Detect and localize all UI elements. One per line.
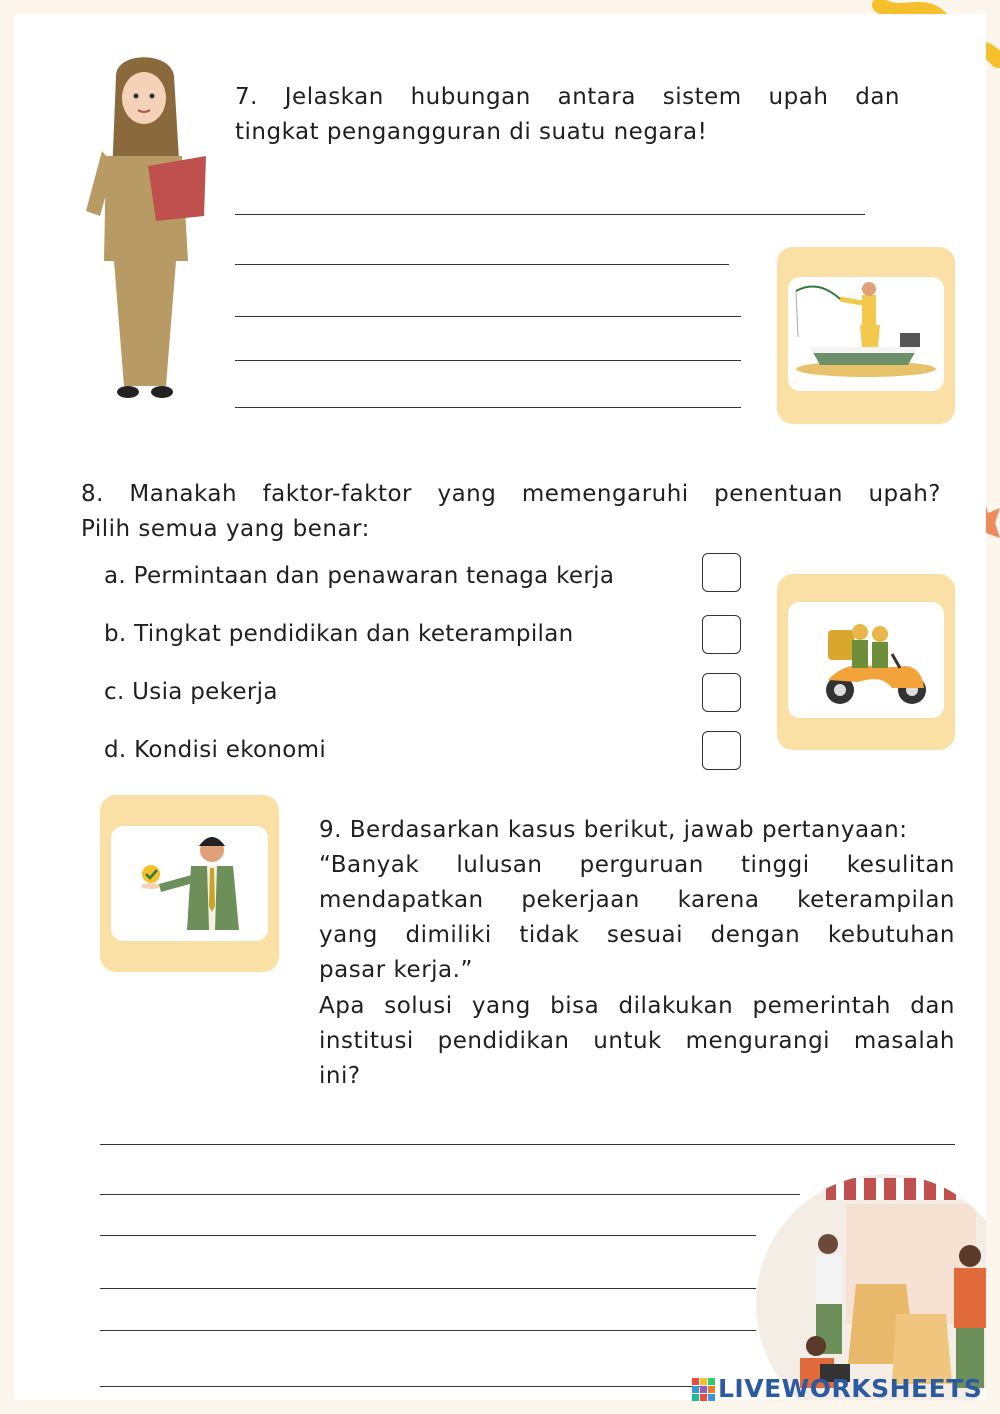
shopping-scene-illustration [756, 1164, 986, 1400]
q7-answer-line-5[interactable] [235, 407, 741, 408]
q9-answer-line-3[interactable] [100, 1235, 756, 1236]
fisherman-image-frame [777, 247, 955, 424]
q9-text-line1: 9. Berdasarkan kasus berikut, jawab pertanyaan: [319, 817, 908, 843]
q9-text-line8: ini? [319, 1063, 361, 1089]
q8-text-line1: 8. Manakah faktor-faktor yang memengaruhi penentuan upah? [81, 481, 941, 507]
q8-option-d: d. Kondisi ekonomi [104, 737, 327, 763]
q8-text-line2: Pilih semua yang benar: [81, 516, 370, 542]
q9-text-line7: institusi pendidikan untuk mengurangi masalah [319, 1028, 955, 1054]
q7-answer-line-2[interactable] [235, 264, 729, 265]
q9-text-line5: pasar kerja.” [319, 957, 473, 983]
q8-option-a: a. Permintaan dan penawaran tenaga kerja [104, 563, 615, 589]
q9-text-line4: yang dimiliki tidak sesuai dengan kebutuhan [319, 922, 955, 948]
teacher-illustration [76, 46, 226, 406]
delivery-motorcycle-illustration [788, 602, 944, 718]
presenter-illustration [111, 826, 268, 941]
q8-option-b: b. Tingkat pendidikan dan keterampilan [104, 621, 574, 647]
q7-text-line1: 7. Jelaskan hubungan antara sistem upah dan [235, 84, 900, 110]
liveworksheets-logo-icon [692, 1378, 716, 1402]
q8-option-a-checkbox[interactable] [702, 553, 741, 592]
q7-answer-line-3[interactable] [235, 316, 741, 317]
q8-option-b-checkbox[interactable] [702, 615, 741, 654]
liveworksheets-watermark: LIVEWORKSHEETS [718, 1374, 983, 1403]
q9-text-line2: “Banyak lulusan perguruan tinggi kesulitan [319, 852, 955, 878]
q9-answer-line-4[interactable] [100, 1288, 756, 1289]
q9-answer-line-6[interactable] [100, 1386, 700, 1387]
q8-option-d-checkbox[interactable] [702, 731, 741, 770]
q7-answer-line-1[interactable] [235, 214, 865, 215]
q9-answer-line-1[interactable] [100, 1144, 955, 1145]
fisherman-illustration [788, 277, 944, 391]
q8-option-c: c. Usia pekerja [104, 679, 278, 705]
q9-answer-line-5[interactable] [100, 1330, 756, 1331]
q7-answer-line-4[interactable] [235, 360, 741, 361]
q8-option-c-checkbox[interactable] [702, 673, 741, 712]
presenter-image-frame [100, 795, 279, 972]
q9-text-line3: mendapatkan pekerjaan karena keterampilan [319, 887, 955, 913]
q9-answer-line-2[interactable] [100, 1194, 800, 1195]
q9-text-line6: Apa solusi yang bisa dilakukan pemerintah dan [319, 993, 955, 1019]
worksheet-page [14, 14, 986, 1400]
motorcycle-image-frame [777, 574, 955, 750]
q7-text-line2: tingkat pengangguran di suatu negara! [235, 119, 708, 145]
